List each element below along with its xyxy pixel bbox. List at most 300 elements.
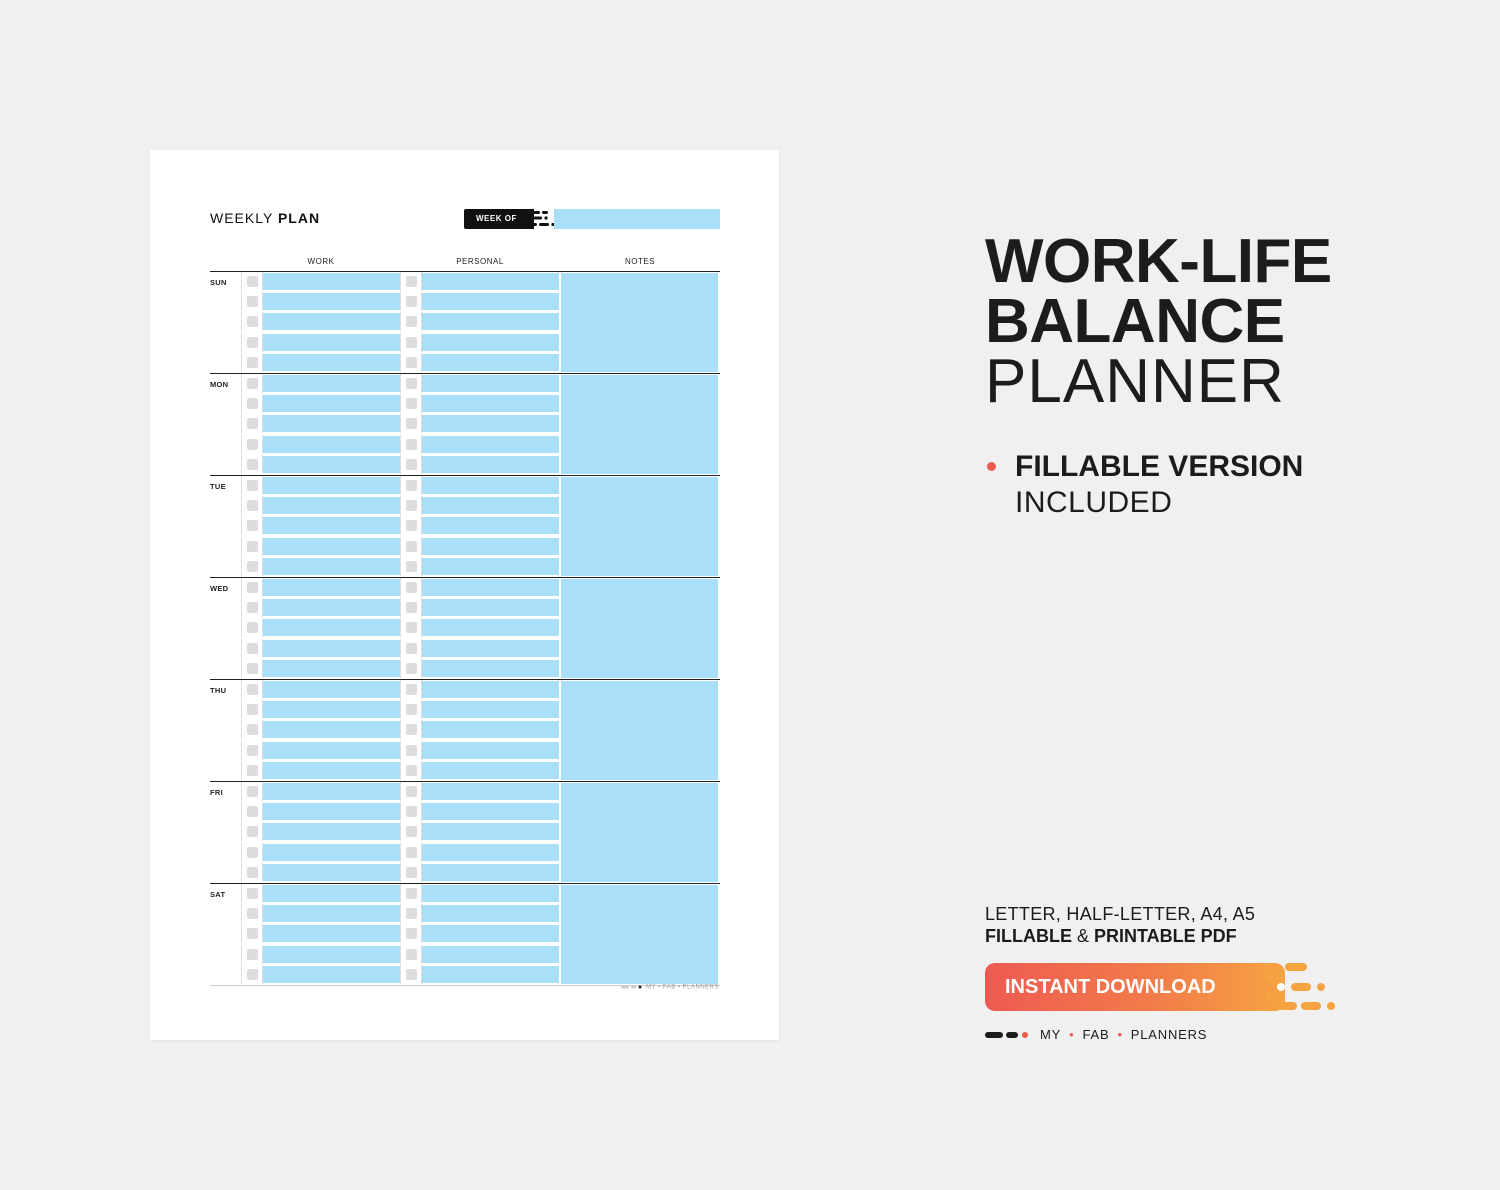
week-of-label: WEEK OF bbox=[464, 209, 534, 229]
work-checkbox[interactable] bbox=[241, 618, 263, 637]
task-row bbox=[241, 782, 560, 802]
checkbox-box bbox=[406, 459, 417, 470]
personal-task-input[interactable] bbox=[422, 354, 559, 371]
personal-task-input[interactable] bbox=[422, 762, 559, 779]
checkbox-box bbox=[247, 786, 258, 797]
checkbox-box bbox=[406, 663, 417, 674]
work-task-input[interactable] bbox=[263, 885, 400, 902]
bullet-dot-icon bbox=[987, 462, 996, 471]
personal-task-input[interactable] bbox=[422, 885, 559, 902]
checkbox-box bbox=[406, 704, 417, 715]
day-block bbox=[210, 578, 720, 680]
personal-task-input[interactable] bbox=[422, 375, 559, 392]
personal-task-input[interactable] bbox=[422, 313, 559, 330]
checkbox-box bbox=[406, 806, 417, 817]
work-task-input[interactable] bbox=[263, 517, 400, 534]
personal-checkbox[interactable] bbox=[400, 802, 422, 821]
day-block bbox=[210, 374, 720, 476]
checkbox-box bbox=[247, 357, 258, 368]
personal-checkbox[interactable] bbox=[400, 924, 422, 943]
work-checkbox[interactable] bbox=[241, 822, 263, 841]
personal-checkbox[interactable] bbox=[400, 945, 422, 964]
task-row bbox=[241, 639, 560, 659]
work-checkbox[interactable] bbox=[241, 414, 263, 433]
task-row bbox=[241, 965, 560, 985]
work-task-input[interactable] bbox=[263, 313, 400, 330]
notes-input[interactable] bbox=[561, 477, 718, 576]
work-task-input[interactable] bbox=[263, 293, 400, 310]
task-row bbox=[241, 741, 560, 761]
personal-task-input[interactable] bbox=[422, 742, 559, 759]
checkbox-box bbox=[406, 888, 417, 899]
dots-decoration-icon bbox=[526, 210, 556, 228]
task-row bbox=[241, 455, 560, 475]
work-task-input[interactable] bbox=[263, 660, 400, 677]
planner-sheet bbox=[150, 150, 779, 1040]
work-task-input[interactable] bbox=[263, 966, 400, 983]
personal-checkbox[interactable] bbox=[400, 680, 422, 699]
week-of-input[interactable] bbox=[554, 209, 720, 229]
task-row bbox=[241, 680, 560, 700]
task-row bbox=[241, 598, 560, 618]
personal-checkbox[interactable] bbox=[400, 884, 422, 903]
task-row bbox=[241, 414, 560, 434]
checkbox-box bbox=[247, 704, 258, 715]
work-checkbox[interactable] bbox=[241, 476, 263, 495]
personal-checkbox[interactable] bbox=[400, 557, 422, 576]
personal-checkbox[interactable] bbox=[400, 578, 422, 597]
task-row bbox=[241, 516, 560, 536]
personal-task-input[interactable] bbox=[422, 497, 559, 514]
work-task-input[interactable] bbox=[263, 334, 400, 351]
personal-task-input[interactable] bbox=[422, 966, 559, 983]
checkbox-box bbox=[406, 276, 417, 287]
personal-task-input[interactable] bbox=[422, 334, 559, 351]
brand-separator: • bbox=[1069, 1027, 1075, 1042]
checkbox-box bbox=[247, 337, 258, 348]
checkbox-box bbox=[406, 337, 417, 348]
checkbox-box bbox=[406, 357, 417, 368]
work-task-input[interactable] bbox=[263, 905, 400, 922]
personal-task-input[interactable] bbox=[422, 946, 559, 963]
checkbox-box bbox=[247, 276, 258, 287]
personal-checkbox[interactable] bbox=[400, 333, 422, 352]
checkbox-box bbox=[247, 806, 258, 817]
checkbox-box bbox=[247, 847, 258, 858]
checkbox-box bbox=[247, 826, 258, 837]
day-label: FRI bbox=[210, 788, 223, 797]
work-checkbox[interactable] bbox=[241, 741, 263, 760]
checkbox-box bbox=[406, 867, 417, 878]
work-checkbox[interactable] bbox=[241, 945, 263, 964]
personal-checkbox[interactable] bbox=[400, 618, 422, 637]
checkbox-box bbox=[406, 908, 417, 919]
checkbox-box bbox=[406, 480, 417, 491]
work-checkbox[interactable] bbox=[241, 455, 263, 474]
task-row bbox=[241, 720, 560, 740]
personal-checkbox[interactable] bbox=[400, 272, 422, 291]
checkbox-box bbox=[406, 765, 417, 776]
checkbox-box bbox=[406, 439, 417, 450]
work-checkbox[interactable] bbox=[241, 965, 263, 984]
checkbox-box bbox=[247, 398, 258, 409]
task-row bbox=[241, 353, 560, 373]
checkbox-box bbox=[247, 908, 258, 919]
personal-task-input[interactable] bbox=[422, 579, 559, 596]
work-checkbox[interactable] bbox=[241, 680, 263, 699]
checkbox-box bbox=[406, 602, 417, 613]
personal-checkbox[interactable] bbox=[400, 598, 422, 617]
work-checkbox[interactable] bbox=[241, 700, 263, 719]
personal-checkbox[interactable] bbox=[400, 659, 422, 678]
task-row bbox=[241, 618, 560, 638]
work-task-input[interactable] bbox=[263, 354, 400, 371]
personal-checkbox[interactable] bbox=[400, 516, 422, 535]
work-task-input[interactable] bbox=[263, 701, 400, 718]
task-row bbox=[241, 557, 560, 577]
brand-fab: FAB bbox=[1082, 1027, 1110, 1042]
checkbox-box bbox=[247, 745, 258, 756]
checkbox-box bbox=[247, 459, 258, 470]
notes-input[interactable] bbox=[561, 885, 718, 984]
checkbox-box bbox=[247, 296, 258, 307]
work-task-input[interactable] bbox=[263, 415, 400, 432]
checkbox-box bbox=[247, 316, 258, 327]
checkbox-box bbox=[406, 786, 417, 797]
personal-task-input[interactable] bbox=[422, 436, 559, 453]
personal-checkbox[interactable] bbox=[400, 374, 422, 393]
work-task-input[interactable] bbox=[263, 864, 400, 881]
work-task-input[interactable] bbox=[263, 946, 400, 963]
work-task-input[interactable] bbox=[263, 497, 400, 514]
personal-checkbox[interactable] bbox=[400, 292, 422, 311]
promo-title-line3: PLANNER bbox=[985, 347, 1285, 416]
checkbox-box bbox=[247, 622, 258, 633]
task-row bbox=[241, 904, 560, 924]
feature-light: INCLUDED bbox=[1015, 486, 1173, 519]
work-task-input[interactable] bbox=[263, 803, 400, 820]
personal-task-input[interactable] bbox=[422, 599, 559, 616]
personal-task-input[interactable] bbox=[422, 701, 559, 718]
work-checkbox[interactable] bbox=[241, 537, 263, 556]
checkbox-box bbox=[406, 684, 417, 695]
personal-checkbox[interactable] bbox=[400, 904, 422, 923]
personal-task-input[interactable] bbox=[422, 558, 559, 575]
day-block bbox=[210, 680, 720, 782]
personal-task-input[interactable] bbox=[422, 823, 559, 840]
personal-checkbox[interactable] bbox=[400, 761, 422, 780]
personal-task-input[interactable] bbox=[422, 456, 559, 473]
personal-checkbox[interactable] bbox=[400, 782, 422, 801]
task-row bbox=[241, 537, 560, 557]
checkbox-box bbox=[406, 949, 417, 960]
personal-task-input[interactable] bbox=[422, 783, 559, 800]
checkbox-box bbox=[247, 663, 258, 674]
sheet-title bbox=[210, 210, 320, 226]
weekly-grid bbox=[210, 271, 720, 986]
work-checkbox[interactable] bbox=[241, 578, 263, 597]
day-label: SUN bbox=[210, 278, 227, 287]
work-task-input[interactable] bbox=[263, 456, 400, 473]
task-row bbox=[241, 945, 560, 965]
day-rows bbox=[241, 578, 560, 679]
checkbox-box bbox=[247, 439, 258, 450]
personal-task-input[interactable] bbox=[422, 925, 559, 942]
day-rows bbox=[241, 374, 560, 475]
checkbox-box bbox=[247, 928, 258, 939]
week-of-group bbox=[464, 209, 720, 229]
sizes-text: LETTER, HALF-LETTER, A4, A5 bbox=[985, 904, 1256, 924]
work-task-input[interactable] bbox=[263, 375, 400, 392]
notes-input[interactable] bbox=[561, 681, 718, 780]
checkbox-box bbox=[247, 765, 258, 776]
work-checkbox[interactable] bbox=[241, 720, 263, 739]
checkbox-box bbox=[247, 867, 258, 878]
checkbox-box bbox=[406, 316, 417, 327]
checkbox-box bbox=[247, 949, 258, 960]
checkbox-box bbox=[247, 724, 258, 735]
day-block bbox=[210, 476, 720, 578]
checkbox-box bbox=[406, 582, 417, 593]
work-task-input[interactable] bbox=[263, 558, 400, 575]
checkbox-box bbox=[406, 622, 417, 633]
work-checkbox[interactable] bbox=[241, 394, 263, 413]
work-task-input[interactable] bbox=[263, 640, 400, 657]
day-label: THU bbox=[210, 686, 227, 695]
work-checkbox[interactable] bbox=[241, 374, 263, 393]
work-task-input[interactable] bbox=[263, 783, 400, 800]
work-checkbox[interactable] bbox=[241, 557, 263, 576]
personal-checkbox[interactable] bbox=[400, 720, 422, 739]
personal-checkbox[interactable] bbox=[400, 965, 422, 984]
checkbox-box bbox=[406, 643, 417, 654]
personal-checkbox[interactable] bbox=[400, 353, 422, 372]
personal-checkbox[interactable] bbox=[400, 496, 422, 515]
day-block bbox=[210, 272, 720, 374]
work-checkbox[interactable] bbox=[241, 863, 263, 882]
work-checkbox[interactable] bbox=[241, 353, 263, 372]
personal-task-input[interactable] bbox=[422, 517, 559, 534]
personal-task-input[interactable] bbox=[422, 864, 559, 881]
checkbox-box bbox=[406, 847, 417, 858]
brand-separator: • bbox=[1117, 1027, 1123, 1042]
work-task-input[interactable] bbox=[263, 579, 400, 596]
work-checkbox[interactable] bbox=[241, 843, 263, 862]
task-row bbox=[241, 700, 560, 720]
work-checkbox[interactable] bbox=[241, 435, 263, 454]
promo-title-line1: WORK-LIFE bbox=[985, 227, 1332, 296]
work-task-input[interactable] bbox=[263, 742, 400, 759]
work-checkbox[interactable] bbox=[241, 659, 263, 678]
notes-input[interactable] bbox=[561, 579, 718, 678]
personal-task-input[interactable] bbox=[422, 803, 559, 820]
personal-checkbox[interactable] bbox=[400, 455, 422, 474]
checkbox-box bbox=[406, 969, 417, 980]
instant-download-button[interactable]: INSTANT DOWNLOAD bbox=[985, 963, 1285, 1011]
checkbox-box bbox=[406, 745, 417, 756]
task-row bbox=[241, 802, 560, 822]
personal-checkbox[interactable] bbox=[400, 863, 422, 882]
formats-printable: PRINTABLE PDF bbox=[1094, 926, 1237, 946]
checkbox-box bbox=[247, 378, 258, 389]
work-checkbox[interactable] bbox=[241, 516, 263, 535]
checkbox-box bbox=[406, 928, 417, 939]
personal-task-input[interactable] bbox=[422, 477, 559, 494]
work-checkbox[interactable] bbox=[241, 782, 263, 801]
task-row bbox=[241, 659, 560, 679]
work-task-input[interactable] bbox=[263, 721, 400, 738]
checkbox-box bbox=[247, 969, 258, 980]
personal-task-input[interactable] bbox=[422, 844, 559, 861]
notes-input[interactable] bbox=[561, 375, 718, 474]
work-task-input[interactable] bbox=[263, 395, 400, 412]
day-label: SAT bbox=[210, 890, 226, 899]
task-row bbox=[241, 884, 560, 904]
formats-text bbox=[985, 926, 1237, 947]
personal-task-input[interactable] bbox=[422, 660, 559, 677]
work-task-input[interactable] bbox=[263, 599, 400, 616]
task-row bbox=[241, 496, 560, 516]
work-checkbox[interactable] bbox=[241, 761, 263, 780]
work-task-input[interactable] bbox=[263, 762, 400, 779]
checkbox-box bbox=[406, 398, 417, 409]
personal-checkbox[interactable] bbox=[400, 476, 422, 495]
checkbox-box bbox=[247, 541, 258, 552]
work-checkbox[interactable] bbox=[241, 904, 263, 923]
task-row bbox=[241, 863, 560, 883]
checkbox-box bbox=[247, 582, 258, 593]
checkbox-box bbox=[406, 724, 417, 735]
personal-task-input[interactable] bbox=[422, 619, 559, 636]
checkbox-box bbox=[406, 500, 417, 511]
day-rows bbox=[241, 680, 560, 781]
checkbox-box bbox=[406, 561, 417, 572]
personal-checkbox[interactable] bbox=[400, 435, 422, 454]
sheet-title-bold: PLAN bbox=[277, 210, 321, 226]
formats-amp: & bbox=[1072, 926, 1095, 946]
checkbox-box bbox=[406, 418, 417, 429]
column-header-work: WORK bbox=[307, 257, 335, 266]
work-checkbox[interactable] bbox=[241, 292, 263, 311]
work-checkbox[interactable] bbox=[241, 496, 263, 515]
personal-task-input[interactable] bbox=[422, 273, 559, 290]
work-task-input[interactable] bbox=[263, 619, 400, 636]
work-task-input[interactable] bbox=[263, 844, 400, 861]
task-row bbox=[241, 924, 560, 944]
work-task-input[interactable] bbox=[263, 273, 400, 290]
checkbox-box bbox=[406, 541, 417, 552]
notes-input[interactable] bbox=[561, 783, 718, 882]
checkbox-box bbox=[247, 602, 258, 613]
task-row bbox=[241, 476, 560, 496]
checkbox-box bbox=[406, 520, 417, 531]
day-label: TUE bbox=[210, 482, 226, 491]
work-task-input[interactable] bbox=[263, 477, 400, 494]
day-rows bbox=[241, 272, 560, 373]
notes-input[interactable] bbox=[561, 273, 718, 372]
work-checkbox[interactable] bbox=[241, 639, 263, 658]
personal-checkbox[interactable] bbox=[400, 537, 422, 556]
work-task-input[interactable] bbox=[263, 681, 400, 698]
personal-task-input[interactable] bbox=[422, 681, 559, 698]
sheet-footer-brand-text: MY • FAB • PLANNERS bbox=[646, 984, 719, 991]
brand-my: MY bbox=[1040, 1027, 1062, 1042]
checkbox-box bbox=[406, 378, 417, 389]
download-dots-icon bbox=[1255, 962, 1345, 1014]
brand-dots-icon bbox=[985, 1031, 1033, 1039]
work-checkbox[interactable] bbox=[241, 924, 263, 943]
day-label: WED bbox=[210, 584, 229, 593]
task-row bbox=[241, 822, 560, 842]
task-row bbox=[241, 312, 560, 332]
personal-task-input[interactable] bbox=[422, 395, 559, 412]
checkbox-box bbox=[406, 296, 417, 307]
personal-checkbox[interactable] bbox=[400, 843, 422, 862]
task-row bbox=[241, 292, 560, 312]
checkbox-box bbox=[247, 500, 258, 511]
checkbox-box bbox=[247, 888, 258, 899]
personal-checkbox[interactable] bbox=[400, 394, 422, 413]
task-row bbox=[241, 394, 560, 414]
work-checkbox[interactable] bbox=[241, 598, 263, 617]
feature-bold: FILLABLE VERSION bbox=[1015, 450, 1304, 483]
personal-checkbox[interactable] bbox=[400, 312, 422, 331]
day-block bbox=[210, 782, 720, 884]
personal-task-input[interactable] bbox=[422, 640, 559, 657]
work-task-input[interactable] bbox=[263, 538, 400, 555]
personal-task-input[interactable] bbox=[422, 905, 559, 922]
sheet-title-light: WEEKLY bbox=[210, 210, 274, 226]
personal-task-input[interactable] bbox=[422, 721, 559, 738]
work-checkbox[interactable] bbox=[241, 333, 263, 352]
brand-dots-icon bbox=[621, 984, 643, 990]
task-row bbox=[241, 374, 560, 394]
personal-task-input[interactable] bbox=[422, 293, 559, 310]
personal-checkbox[interactable] bbox=[400, 700, 422, 719]
work-checkbox[interactable] bbox=[241, 272, 263, 291]
checkbox-box bbox=[406, 826, 417, 837]
personal-checkbox[interactable] bbox=[400, 414, 422, 433]
checkbox-box bbox=[247, 418, 258, 429]
checkbox-box bbox=[247, 561, 258, 572]
sheet-footer-brand bbox=[621, 984, 719, 991]
work-checkbox[interactable] bbox=[241, 802, 263, 821]
work-task-input[interactable] bbox=[263, 925, 400, 942]
personal-checkbox[interactable] bbox=[400, 822, 422, 841]
checkbox-box bbox=[247, 643, 258, 654]
promo-title bbox=[985, 227, 1332, 416]
work-checkbox[interactable] bbox=[241, 884, 263, 903]
work-task-input[interactable] bbox=[263, 823, 400, 840]
personal-checkbox[interactable] bbox=[400, 639, 422, 658]
personal-checkbox[interactable] bbox=[400, 741, 422, 760]
column-header-personal: PERSONAL bbox=[456, 257, 504, 266]
column-header-notes: NOTES bbox=[624, 257, 656, 266]
brand-planners: PLANNERS bbox=[1130, 1027, 1208, 1042]
work-task-input[interactable] bbox=[263, 436, 400, 453]
work-checkbox[interactable] bbox=[241, 312, 263, 331]
task-row bbox=[241, 333, 560, 353]
checkbox-box bbox=[247, 684, 258, 695]
task-row bbox=[241, 578, 560, 598]
day-block bbox=[210, 884, 720, 986]
personal-task-input[interactable] bbox=[422, 538, 559, 555]
personal-task-input[interactable] bbox=[422, 415, 559, 432]
task-row bbox=[241, 272, 560, 292]
day-rows bbox=[241, 884, 560, 985]
promo-title-line2: BALANCE bbox=[985, 287, 1285, 356]
task-row bbox=[241, 843, 560, 863]
